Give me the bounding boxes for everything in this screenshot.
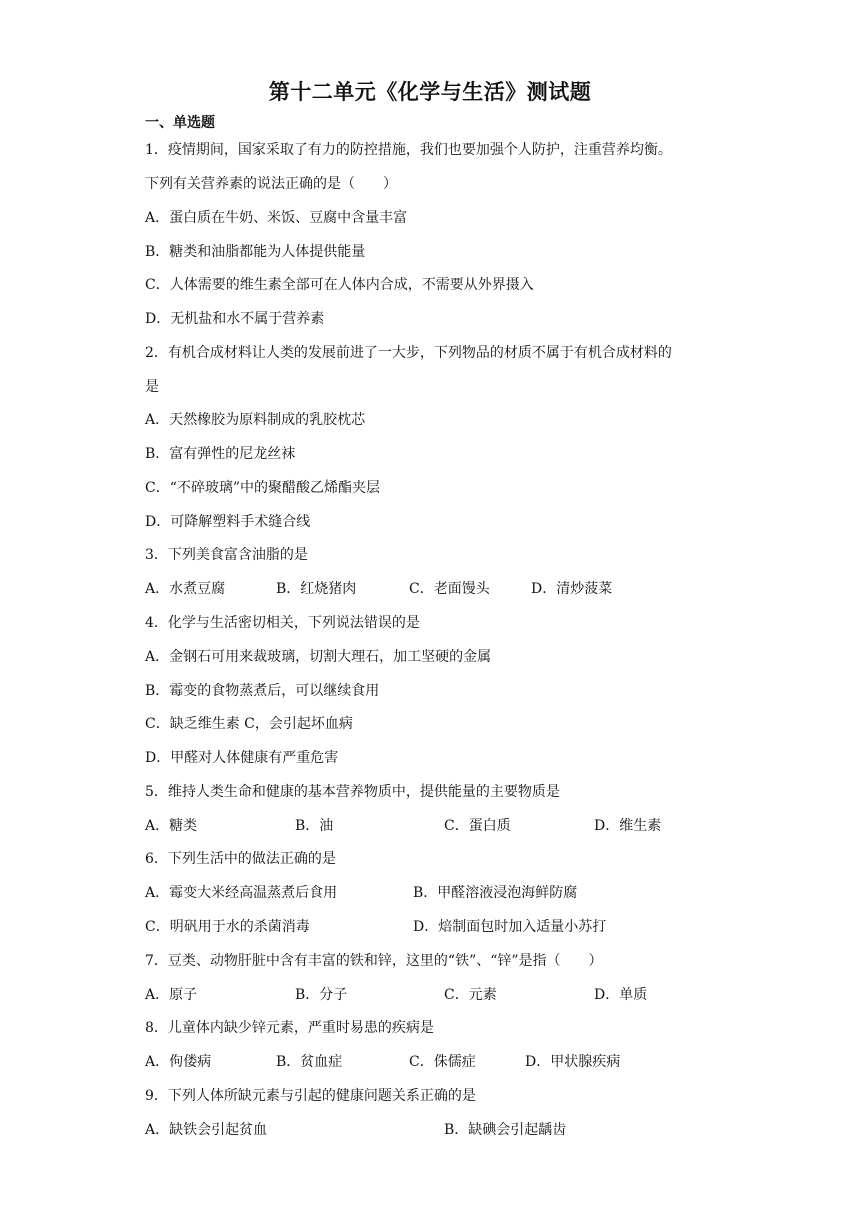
question-7-option-b: B．分子 [295, 987, 348, 1003]
question-4-option-a: A．金钢石可用来裁玻璃，切割大理石，加工坚硬的金属 [145, 649, 492, 665]
question-2-option-b: B．富有弹性的尼龙丝袜 [145, 446, 296, 462]
question-9-stem: 9．下列人体所缺元素与引起的健康问题关系正确的是 [145, 1088, 476, 1104]
question-6-option-b: B．甲醛溶液浸泡海鲜防腐 [413, 885, 578, 901]
question-3-option-d: D．清炒菠菜 [531, 581, 613, 597]
question-9-option-a: A．缺铁会引起贫血 [145, 1122, 268, 1138]
question-2-stem-cont: 是 [145, 379, 159, 395]
section-heading: 一、单选题 [145, 115, 215, 131]
question-8-option-d: D．甲状腺疾病 [525, 1054, 621, 1070]
question-7-option-d: D．单质 [594, 987, 648, 1003]
question-4-option-d: D．甲醛对人体健康有严重危害 [145, 750, 339, 766]
question-1-stem: 1．疫情期间，国家采取了有力的防控措施，我们也要加强个人防护，注重营养均衡。 [145, 142, 672, 158]
question-1-option-c: C．人体需要的维生素全部可在人体内合成，不需要从外界摄入 [145, 277, 534, 293]
question-4-option-c: C．缺乏维生素 C，会引起坏血病 [145, 716, 353, 732]
question-3-stem: 3．下列美食富含油脂的是 [145, 547, 308, 563]
question-2-option-d: D．可降解塑料手术缝合线 [145, 514, 311, 530]
question-7-stem: 7．豆类、动物肝脏中含有丰富的铁和锌，这里的“铁”、“锌”是指（ ） [145, 953, 603, 969]
question-1-option-b: B．糖类和油脂都能为人体提供能量 [145, 244, 366, 260]
question-9-option-b: B．缺碘会引起龋齿 [444, 1122, 567, 1138]
question-1-option-d: D．无机盐和水不属于营养素 [145, 311, 325, 327]
question-4-option-b: B．霉变的食物蒸煮后，可以继续食用 [145, 683, 380, 699]
question-5-option-b: B．油 [295, 818, 334, 834]
question-3-option-a: A．水煮豆腐 [145, 581, 226, 597]
page-title: 第十二单元《化学与生活》测试题 [268, 80, 592, 104]
question-3-option-c: C．老面馒头 [409, 581, 490, 597]
question-4-stem: 4．化学与生活密切相关，下列说法错误的是 [145, 615, 420, 631]
question-2-option-a: A．天然橡胶为原料制成的乳胶枕芯 [145, 412, 366, 428]
question-8-option-c: C．侏儒症 [409, 1054, 476, 1070]
question-5-option-a: A．糖类 [145, 818, 198, 834]
question-2-option-c: C．“不碎玻璃”中的聚醋酸乙烯酯夹层 [145, 480, 381, 496]
question-8-option-a: A．佝偻病 [145, 1054, 212, 1070]
question-8-stem: 8．儿童体内缺少锌元素，严重时易患的疾病是 [145, 1020, 434, 1036]
question-7-option-c: C．元素 [444, 987, 497, 1003]
question-5-stem: 5．维持人类生命和健康的基本营养物质中，提供能量的主要物质是 [145, 784, 560, 800]
question-2-stem: 2．有机合成材料让人类的发展前进了一大步，下列物品的材质不属于有机合成材料的 [145, 345, 672, 361]
question-3-option-b: B．红烧猪肉 [276, 581, 357, 597]
question-1-option-a: A．蛋白质在牛奶、米饭、豆腐中含量丰富 [145, 210, 408, 226]
question-7-option-a: A．原子 [145, 987, 198, 1003]
question-8-option-b: B．贫血症 [276, 1054, 343, 1070]
question-5-option-d: D．维生素 [594, 818, 662, 834]
question-6-option-c: C．明矾用于水的杀菌消毒 [145, 919, 310, 935]
question-1-stem-cont: 下列有关营养素的说法正确的是（ ） [145, 176, 397, 192]
question-6-stem: 6．下列生活中的做法正确的是 [145, 851, 336, 867]
question-6-option-a: A．霉变大米经高温蒸煮后食用 [145, 885, 338, 901]
question-6-option-d: D．焙制面包时加入适量小苏打 [413, 919, 607, 935]
question-5-option-c: C．蛋白质 [444, 818, 511, 834]
